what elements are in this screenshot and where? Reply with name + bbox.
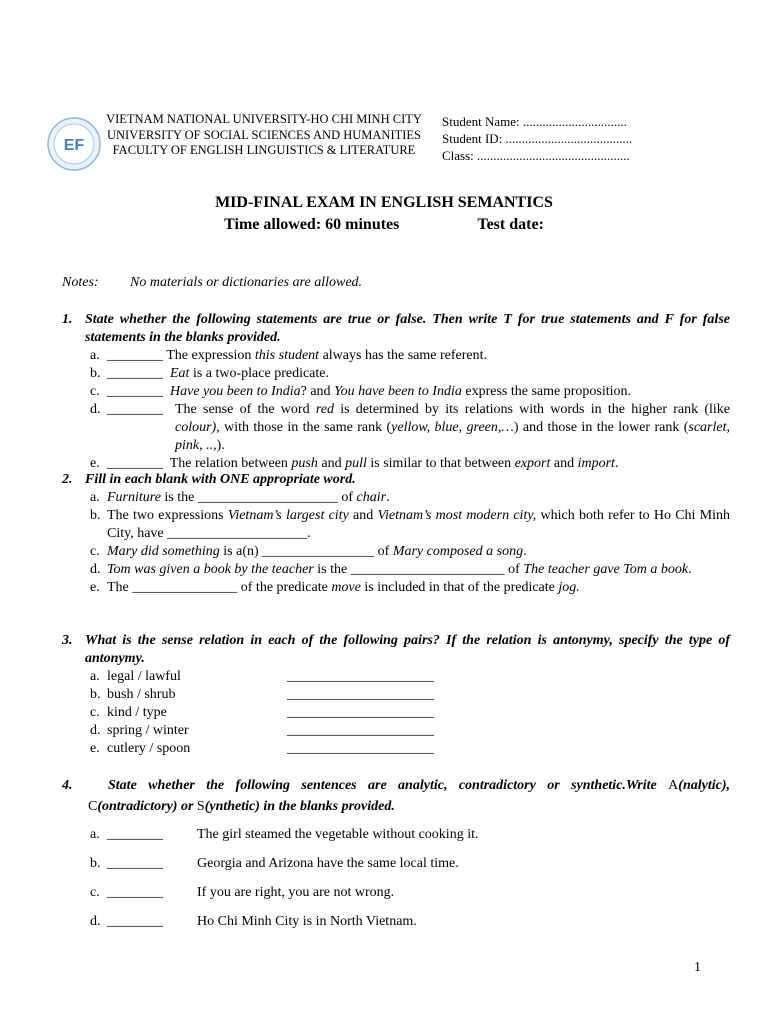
- list-item: b. ________ Georgia and Arizona have the same local time.: [90, 856, 459, 871]
- university-line-3: FACULTY OF ENGLISH LINGUISTICS & LITERATURE: [112, 143, 416, 157]
- faculty-logo: [46, 116, 102, 172]
- answer-blank[interactable]: _____________________: [287, 705, 434, 720]
- list-item: d. ________ Ho Chi Minh City is in North Vietnam.: [90, 914, 417, 929]
- question-4: [62, 775, 730, 942]
- question-number: 1.: [62, 312, 73, 327]
- list-item: c. Mary did something is a(n) ________________ of Mary composed a song.: [90, 544, 527, 559]
- list-item: b. ________ Eat is a two-place predicate.: [90, 366, 329, 381]
- list-item: a. ________ The girl steamed the vegetable without cooking it.: [90, 827, 479, 842]
- answer-blank[interactable]: ________: [107, 366, 163, 381]
- question-number: 3.: [62, 633, 73, 648]
- list-item: c. ________ If you are right, you are not wrong.: [90, 885, 395, 900]
- question-2: [62, 471, 730, 597]
- list-item: a. legal / lawful _____________________: [90, 669, 434, 684]
- list-item: e. ________ The relation between push and pull is similar to that between export and import.: [90, 456, 619, 471]
- answer-blank[interactable]: ________: [107, 348, 163, 363]
- answer-blank[interactable]: _____________________: [287, 723, 434, 738]
- answer-blank[interactable]: _____________________: [287, 669, 434, 684]
- student-name-field: Student Name: ................................: [442, 114, 627, 129]
- list-item: c. kind / type _____________________: [90, 705, 434, 720]
- university-line-2: UNIVERSITY OF SOCIAL SCIENCES AND HUMANITIES: [106, 127, 421, 142]
- list-item: e. cutlery / spoon _____________________: [90, 741, 434, 756]
- list-item: a. Furniture is the ____________________ of chair.: [90, 490, 390, 505]
- exam-title: MID-FINAL EXAM IN ENGLISH SEMANTICS: [215, 194, 553, 211]
- logo-text: EF: [63, 137, 85, 154]
- list-item: b. The two expressions Vietnam’s largest city and Vietnam’s most modern city, which both refer to Ho Chi Minh City, have ____________________.: [90, 508, 731, 541]
- question-3: [62, 632, 730, 758]
- question-text: What is the sense relation in each of the following pairs? If the relation is antonymy, specify the type of antonymy.: [85, 633, 730, 666]
- answer-blank[interactable]: ________: [107, 384, 163, 399]
- class-field: Class: ...............................................: [442, 148, 630, 163]
- answer-blank[interactable]: ________: [107, 914, 163, 929]
- list-item: a. ________ The expression this student always has the same referent.: [90, 348, 487, 363]
- exam-subtitle: [0, 216, 768, 234]
- list-item: b. bush / shrub _____________________: [90, 687, 434, 702]
- answer-blank[interactable]: ________: [107, 856, 163, 871]
- answer-blank[interactable]: ________: [107, 827, 163, 842]
- question-number: 2.: [62, 472, 73, 487]
- list-item: d. spring / winter _____________________: [90, 723, 434, 738]
- notes: [62, 275, 362, 291]
- list-item: d. ________ The sense of the word red is determined by its relations with words in the higher rank (like colour), with those in the same rank (yellow, blue, green,…) and those in the lower rank (scarlet, pink, ..,).: [90, 402, 730, 453]
- student-info: [442, 113, 632, 164]
- list-item: d. Tom was given a book by the teacher is the ______________________ of The teacher gave Tom a book.: [90, 562, 692, 577]
- page-number: 1: [694, 960, 701, 975]
- question-1: [62, 311, 730, 473]
- answer-blank[interactable]: ________: [107, 402, 163, 417]
- time-allowed: Time allowed: 60 minutes: [224, 216, 400, 233]
- university-header: [96, 112, 432, 159]
- notes-label: Notes:: [62, 275, 99, 290]
- question-text: Fill in each blank with ONE appropriate word.: [85, 472, 356, 487]
- question-text: State whether the following sentences are analytic, contradictory or synthetic.Write A(nalytic), C(ontradictory) or S(ynthetic) in the blanks provided.: [88, 778, 730, 814]
- student-id-field: Student ID: .......................................: [442, 131, 633, 146]
- answer-blank[interactable]: _____________________: [287, 687, 434, 702]
- university-line-1: VIETNAM NATIONAL UNIVERSITY-HO CHI MINH CITY: [106, 112, 422, 126]
- list-item: c. ________ Have you been to India? and You have been to India express the same proposition.: [90, 384, 632, 399]
- notes-text: No materials or dictionaries are allowed.: [130, 275, 363, 290]
- question-text: State whether the following statements are true or false. Then write T for true statements and F for false statements in the blanks provided.: [85, 312, 730, 345]
- test-date: Test date:: [477, 216, 544, 233]
- answer-blank[interactable]: _____________________: [287, 741, 434, 756]
- answer-blank[interactable]: ________: [107, 456, 163, 471]
- answer-blank[interactable]: ________: [107, 885, 163, 900]
- question-number: 4.: [62, 778, 73, 793]
- list-item: e. The _______________ of the predicate move is included in that of the predicate jog.: [90, 580, 580, 595]
